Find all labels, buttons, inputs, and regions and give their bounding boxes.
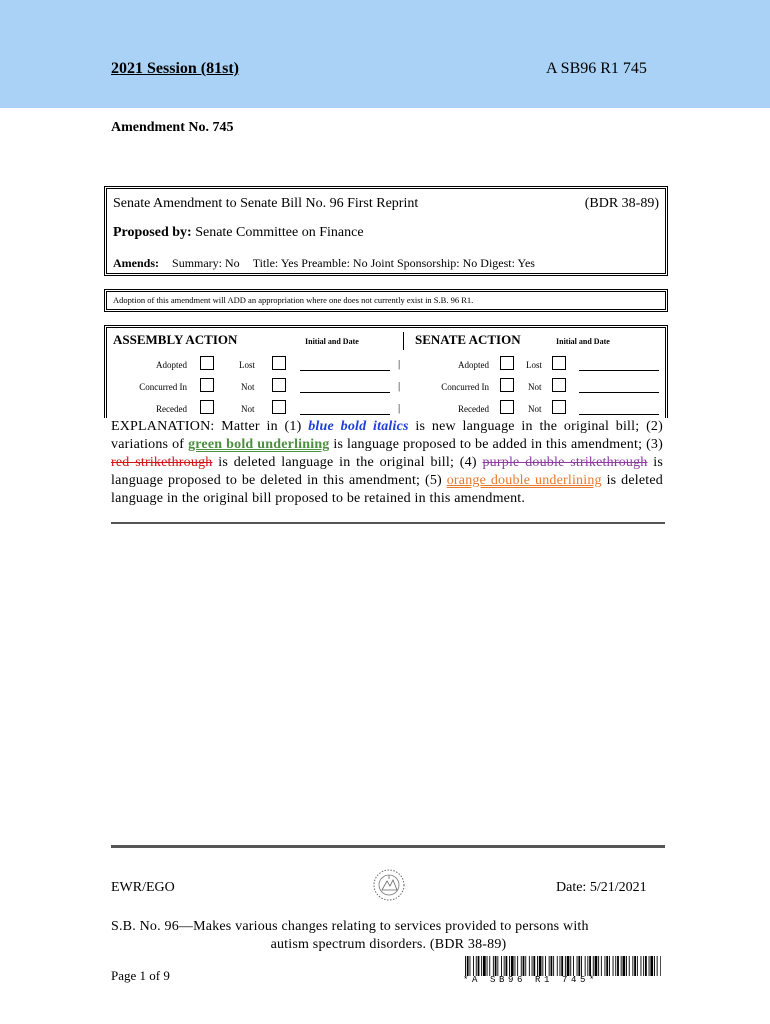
barcode-bar <box>537 956 538 976</box>
bill-summary-line2: autism spectrum disorders. (BDR 38-89) <box>270 937 507 952</box>
senate-concurred-label: Concurred In <box>441 382 489 392</box>
barcode-bar <box>473 956 474 976</box>
barcode-bar <box>589 956 591 976</box>
senate-receded-label: Receded <box>458 404 489 414</box>
barcode-bar <box>560 956 561 976</box>
action-table <box>104 325 668 418</box>
barcode-bar <box>649 956 650 976</box>
barcode-bar <box>593 956 594 976</box>
amendment-description: Senate Amendment to Senate Bill No. 96 First Reprint <box>113 196 419 211</box>
barcode-bar <box>601 956 602 976</box>
barcode-bar <box>551 956 553 976</box>
assembly-adopted-label: Adopted <box>156 360 187 370</box>
orange-legend: orange double underlining <box>446 473 602 488</box>
divider-rule <box>111 522 665 524</box>
senate-initial-date-header: Initial and Date <box>556 337 610 346</box>
barcode-bar <box>493 956 494 976</box>
proposed-by-value: Senate Committee on Finance <box>195 225 364 240</box>
senate-initial-line[interactable] <box>579 414 659 415</box>
barcode-bar <box>587 956 588 976</box>
barcode-bar <box>557 956 558 976</box>
red-legend: red strikethrough <box>111 455 213 470</box>
explanation-text: is language proposed to be deleted in this amendment; (5) <box>111 455 663 488</box>
barcode-bar <box>573 956 574 976</box>
barcode-bar <box>487 956 488 976</box>
barcode-bar <box>637 956 638 976</box>
barcode-bar <box>481 956 482 976</box>
barcode-bar <box>517 956 518 976</box>
purple-legend: purple double strikethrough <box>482 455 648 470</box>
senate-initial-line[interactable] <box>579 392 659 393</box>
barcode-bar <box>523 956 525 976</box>
barcode-bar <box>621 956 622 976</box>
divider-bar: | <box>398 402 401 414</box>
barcode-bar <box>529 956 530 976</box>
barcode-bar <box>506 956 508 976</box>
barcode-text: *A SB96 R1 745* <box>463 975 599 985</box>
divider-bar: | <box>398 358 401 370</box>
senate-not-receded-label: Not <box>528 404 542 414</box>
explanation-text: EXPLANATION: Matter in (1) <box>111 419 309 434</box>
senate-adopted-checkbox[interactable] <box>500 356 514 370</box>
barcode-bar <box>504 956 505 976</box>
senate-not-concurred-checkbox[interactable] <box>552 378 566 392</box>
amends-preamble: Preamble: No <box>301 256 368 270</box>
assembly-initial-line[interactable] <box>300 392 390 393</box>
page-number: Page 1 of 9 <box>111 968 170 983</box>
barcode-bar <box>617 956 619 976</box>
barcode-bar <box>553 956 554 976</box>
amendment-info-box <box>104 186 668 276</box>
barcode-bar <box>467 956 469 976</box>
action-divider <box>403 332 404 350</box>
senate-adopted-label: Adopted <box>458 360 489 370</box>
explanation-text: is deleted language in the original bill proposed to be retained in this amendment. <box>111 473 663 506</box>
footer-rule <box>111 845 665 848</box>
bill-summary <box>111 918 666 954</box>
barcode-bar <box>650 956 653 976</box>
amends-summary: Summary: No <box>172 256 240 270</box>
barcode-bar <box>515 956 516 976</box>
barcode-bar <box>615 956 616 976</box>
explanation-paragraph <box>111 418 663 508</box>
barcode-bar <box>501 956 502 976</box>
assembly-concurred-label: Concurred In <box>139 382 187 392</box>
senate-initial-line[interactable] <box>579 370 659 371</box>
barcode-bar <box>561 956 563 976</box>
barcode-icon <box>465 956 661 976</box>
barcode-bar <box>645 956 647 976</box>
bdr-number: (BDR 38-89) <box>584 196 659 211</box>
senate-action-title: SENATE ACTION <box>415 332 521 347</box>
barcode-bar <box>605 956 606 976</box>
divider-bar: | <box>398 380 401 392</box>
state-seal-icon <box>372 868 406 902</box>
barcode-bar <box>657 956 658 976</box>
barcode-bar <box>581 956 582 976</box>
proposed-by-label: Proposed by: <box>113 225 192 240</box>
bill-code: A SB96 R1 745 <box>546 60 647 77</box>
appropriation-notice: Adoption of this amendment will ADD an appropriation where one does not currently exist in S.B. 96 R1. <box>113 295 474 305</box>
blue-legend: blue bold italics <box>308 419 409 434</box>
barcode-bar <box>578 956 580 976</box>
senate-not-concurred-label: Not <box>528 382 542 392</box>
assembly-not-concurred-checkbox[interactable] <box>272 378 286 392</box>
amendment-date: Date: 5/21/2021 <box>556 880 647 895</box>
barcode-bar <box>539 956 542 976</box>
barcode-bar <box>525 956 526 976</box>
barcode-bar <box>521 956 522 976</box>
barcode-bar <box>476 956 477 976</box>
barcode-bar <box>497 956 498 976</box>
barcode-bar <box>542 956 543 976</box>
barcode-bar <box>641 956 642 976</box>
drafter-initials: EWR/EGO <box>111 880 175 895</box>
assembly-not-receded-checkbox[interactable] <box>272 400 286 414</box>
barcode-bar <box>465 956 466 976</box>
barcode-bar <box>598 956 599 976</box>
barcode-bar <box>545 956 546 976</box>
assembly-not-receded-label: Not <box>241 404 255 414</box>
assembly-initial-line[interactable] <box>300 370 390 371</box>
barcode-bar <box>478 956 480 976</box>
proposed-by <box>113 225 364 241</box>
barcode-bar <box>623 956 626 976</box>
barcode-bar <box>609 956 610 976</box>
barcode-bar <box>511 956 514 976</box>
amends-title: Title: Yes <box>252 256 299 270</box>
assembly-adopted-checkbox[interactable] <box>200 356 214 370</box>
barcode-bar <box>495 956 497 976</box>
assembly-receded-label: Receded <box>156 404 187 414</box>
barcode-bar <box>613 956 614 976</box>
barcode-bar <box>654 956 655 976</box>
explanation-text: is language proposed to be added in this amendment; (3) <box>329 437 663 452</box>
session-title: 2021 Session (81st) <box>111 60 240 77</box>
barcode-bar <box>489 956 490 976</box>
assembly-receded-checkbox[interactable] <box>200 400 214 414</box>
senate-not-receded-checkbox[interactable] <box>552 400 566 414</box>
barcode-bar <box>632 956 633 976</box>
amendment-number: Amendment No. 745 <box>111 120 234 135</box>
senate-concurred-checkbox[interactable] <box>500 378 514 392</box>
barcode-bar <box>643 956 644 976</box>
barcode-bar <box>470 956 471 976</box>
barcode-bar <box>629 956 630 976</box>
barcode-bar <box>570 956 571 976</box>
assembly-not-concurred-label: Not <box>241 382 255 392</box>
assembly-action-title: ASSEMBLY ACTION <box>113 332 238 347</box>
barcode-bar <box>549 956 550 976</box>
barcode-bar <box>595 956 598 976</box>
bill-summary-line1: S.B. No. 96—Makes various changes relating to services provided to persons with <box>111 919 589 934</box>
senate-receded-checkbox[interactable] <box>500 400 514 414</box>
barcode-bar <box>585 956 586 976</box>
senate-lost-label: Lost <box>526 360 543 370</box>
amends-label: Amends: <box>113 256 160 270</box>
assembly-lost-checkbox[interactable] <box>272 356 286 370</box>
barcode-bar <box>606 956 608 976</box>
barcode-bar <box>626 956 627 976</box>
barcode-bar <box>509 956 510 976</box>
appropriation-notice-box <box>104 289 668 312</box>
assembly-initial-line[interactable] <box>300 414 390 415</box>
amends-joint: Joint Sponsorship: No <box>370 256 478 270</box>
barcode-bar <box>565 956 566 976</box>
barcode-bar <box>577 956 578 976</box>
barcode-bar <box>634 956 636 976</box>
barcode-bar <box>483 956 486 976</box>
barcode-bar <box>532 956 533 976</box>
barcode-bar <box>533 956 535 976</box>
assembly-concurred-checkbox[interactable] <box>200 378 214 392</box>
barcode-bar <box>567 956 570 976</box>
senate-lost-checkbox[interactable] <box>552 356 566 370</box>
amends-line <box>113 256 535 271</box>
green-legend: green bold underlining <box>188 437 330 452</box>
amends-digest: Digest: Yes <box>480 256 535 270</box>
assembly-lost-label: Lost <box>239 360 256 370</box>
barcode-bar <box>660 956 661 976</box>
explanation-text: is deleted language in the original bill; (4) <box>212 455 483 470</box>
assembly-initial-date-header: Initial and Date <box>305 337 359 346</box>
explanation-text: is new language in the original bill; (2) variations of <box>111 419 663 452</box>
header-band <box>0 0 770 108</box>
